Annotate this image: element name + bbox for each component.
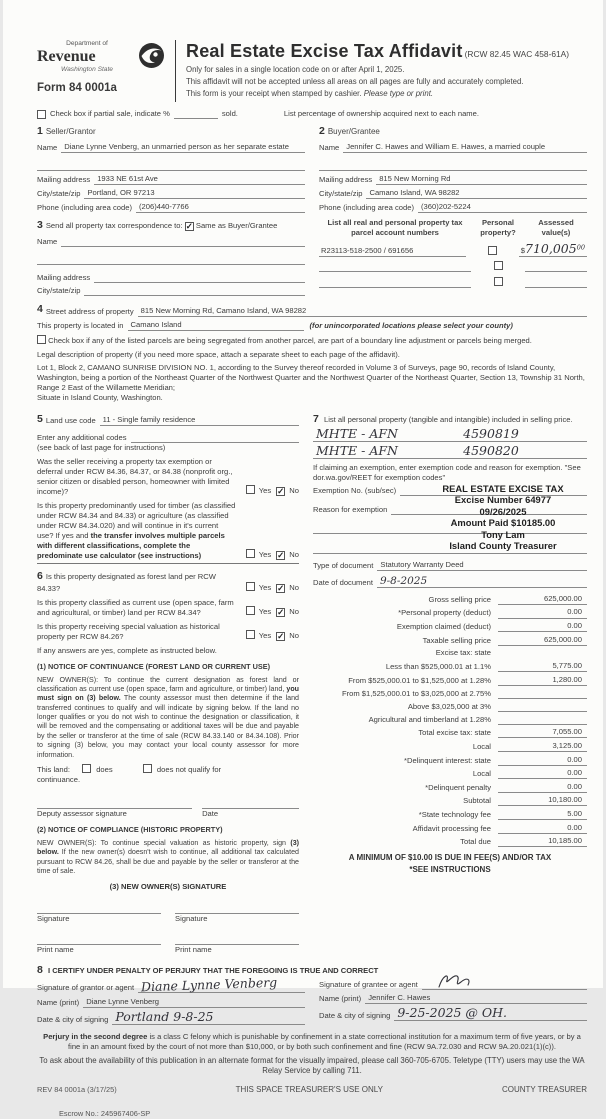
seller-name-value: Diane Lynne Venberg, an unmarried person as her separate estate — [61, 142, 305, 153]
accessibility-notice: To ask about the availability of this publication in an alternate format for the visually impaired, please call 360-705-6705. Teletype (TTY) users may use the WA Relay Service by calling 711. — [39, 1055, 585, 1076]
q1-yes-checkbox — [246, 485, 255, 494]
notice2-title: (2) NOTICE OF COMPLIANCE (HISTORIC PROPERTY) — [37, 825, 223, 835]
footer-row — [37, 1085, 587, 1096]
tier3-tax-value — [498, 688, 587, 699]
seller-city-value: Portland, OR 97213 — [84, 188, 305, 199]
section1-number: 1 — [37, 125, 43, 138]
tier2-tax-value: 1,280.00 — [498, 675, 587, 686]
minimum-due-note: A MINIMUM OF $10.00 IS DUE IN FEE(S) AND/OR TAX — [348, 853, 552, 863]
print-name-label-1: Print name — [37, 944, 74, 954]
land-does-not-checkbox — [143, 764, 152, 773]
new-owner-signature-field-1 — [37, 904, 161, 915]
form-title: Real Estate Excise Tax Affidavit — [186, 41, 463, 61]
parcel-number-field-2 — [319, 262, 471, 273]
exemption-and-stamp: Exemption No. (sub/sec) Reason for exemption REAL ESTATE EXCISE TAX Excise Number 64977 09/26/2025 Amount Paid $10185.00 Tony Lam Island County Treasurer — [313, 486, 587, 554]
buyer-name-line2 — [319, 160, 587, 171]
property-street-value: 815 New Morning Rd, Camano Island, WA 98282 — [138, 306, 587, 317]
buyer-city-value: Camano Island, WA 98282 — [366, 188, 587, 199]
unincorporated-note: (for unincorporated locations please select your county) — [309, 321, 513, 331]
personal-property-section: 7 List all personal property (tangible and intangible) included in selling price. MHTE - AFN 4590819 MHTE - AFN 4590820 If claiming an exemption, enter exemption code and reason for exemption. "See dor.wa.gov/REET for exemption codes" Exemption No. (sub/sec) Reason for exemption REAL ESTATE EXCISE TAX Excise Number 64977 09/26/2025 Amount Paid $10185.00 Tony Lam Island County Treasurer Type of document Statutory Warranty Deed Date of document 9-8-2025 Gross selling price 625,000.00 *Personal property (deduct) 0.00 Exemption claimed (deduct) 0.00 Taxable selling price 625,000.00 Excise tax: state Less than $525,000.01 at 1.1% 5,775.00 From $525,000.01 to $1,525,000 at 1.28% 1,280.00 From $1,525,000.01 to $3,025,000 at 2.75% Above $3,025,000 at 3% Agricultural and timberland at 1.28% Total excise tax: state 7,055.00 Local 3,125.00 *Delinquent interest: state 0.00 Local 0.00 *Delinquent penalty 0.00 Subtotal 10,180.00 *State technology fee 5.00 Affidavit processing fee 0.00 Total due 10,185.00 A MINIMUM OF $10.00 IS DUE IN FEE(S) AND/OR TAX *SEE INSTRUCTIONS — [313, 413, 587, 955]
grantor-signature: Diane Lynne Venberg — [138, 979, 305, 993]
q3-no-checkbox: ✓ — [277, 582, 285, 593]
deputy-assessor-label: Deputy assessor signature — [37, 809, 127, 819]
notice1-title: (1) NOTICE OF CONTINUANCE (FOREST LAND OR CURRENT USE) — [37, 662, 271, 672]
see-instructions-note: *SEE INSTRUCTIONS — [409, 864, 491, 874]
grantor-printed-name: Diane Lynne Venberg — [83, 997, 305, 1008]
stamp-line-2: Excise Number 64977 — [454, 494, 552, 506]
question-exemption-deferral: Was the seller receiving a property tax exemption or deferral under RCW 84.36, 84.37, or 84.38 (nonprofit org., senior citizen or disabled person, homeowner with limited income)? Yes ✓ No — [37, 456, 299, 496]
agency-name: Revenue — [37, 47, 96, 65]
legal-description-situate: Situate in Island County, Washington. — [37, 392, 163, 402]
notice2-text: NEW OWNER(S): To continue special valuation as historic property, sign (3) below. If the new owner(s) doesn't wish to continue, all additional tax calculated pursuant to RCW 84.26, shall be due and payable by the seller or transferor at the time of sale. — [37, 839, 299, 876]
print-name-label-2: Print name — [175, 944, 212, 954]
header-note-2: This affidavit will not be accepted unless all areas on all pages are fully and accurately completed. — [186, 77, 524, 87]
document-type-value: Statutory Warranty Deed — [377, 560, 587, 571]
continuance-label: continuance. — [37, 774, 81, 784]
q5-no-checkbox: ✓ — [277, 631, 285, 642]
agency-dept-label: Department of — [66, 40, 108, 47]
total-due-value: 10,185.00 — [498, 836, 587, 847]
question-timber-agriculture: Is this property predominantly used for timber (as classified under RCW 84.34 and 84.33) or agriculture (as classified under RCW 84.34.020) and will continue in it's current use? If yes and the transfer involves multiple parcels with different classifications, complete the predominate use calculator (see instructions) Yes ✓ No — [37, 501, 299, 564]
correspondence-mailing-field — [94, 272, 305, 283]
parcel-row-1 — [319, 240, 587, 257]
treasurer-stamp — [399, 483, 606, 552]
perjury-notice: Perjury in the second degree is a class C felony which is punishable by confinement in a state correctional institution for a maximum term of five years, or by a fine in an amount fixed by the court of not more than $10,000, or by both such confinement and fine (RCW 9A.72.030 and RCW 9A.20.021(1)(c)). — [43, 1031, 581, 1051]
header-note-1: Only for sales in a single location code on or after April 1, 2025. — [186, 65, 405, 75]
ownership-percentage-note: List percentage of ownership acquired next to each name. — [283, 109, 479, 118]
parcel-table-header — [319, 218, 587, 238]
grantor-date-city: Portland 9-8-25 — [112, 1011, 305, 1025]
deputy-assessor-signature-field — [37, 799, 192, 810]
affidavit-processing-fee-value: 0.00 — [498, 823, 587, 834]
agency-state-label: Washington State — [61, 65, 113, 73]
correspondence-name-field — [61, 236, 305, 247]
taxable-selling-price-value: 625,000.00 — [498, 635, 587, 646]
land-use-section: 5 Land use code 11 - Single family residence Enter any additional codes (see back of last page for instructions) Was the seller receiving a property tax exemption or deferral under RCW 84.36, 84.37, or 84.38 (nonprofit org., senior citizen or disabled person, homeowner with limited income)? Yes ✓ No Is this property predominantly used for timber (as classified under RCW 84.34 and 84.33) or agriculture (as classified under RCW 84.34.020) and will continue in it's current use? If yes and the transfer involves multiple parcels with different classifications, complete the predominate use calculator (see instructions) Yes ✓ No 6 Is this property designated as forest land per RCW 84.33? Yes ✓ No Is this property classified as current use (open space, farm and agricultural, or timber) land per RCW 84.34? Yes ✓ No Is this property receiving special valuation as historical property per RCW 84.26? Yes ✓ No If any answers are yes, complete as instructed below. (1) NOTICE OF CONTINUANCE (FOREST LAND OR CURRENT USE) NEW OWNER(S): To continue the current designation as forest land or classification as current use (open space, farm and agriculture, or timber) land, you must sign on (3) below. The county assessor must then determine if the land transferred continues to qualify and will indicate by signing below. If the land no longer qualifies or you do not wish to continue the designation or classification, it will be removed and the compensating or additional taxes will be due and payable by the seller or transferor at the time of sale (RCW 84.33.140 or 84.34.108). Prior to signing (3) below, you may contact your local county assessor for more information. This land: does does not qualify for continuance. Deputy assessor signature Date (2) NOTICE OF COMPLIANCE (HISTORIC PROPERTY) NEW OWNER(S): To continue special valuation as historic property, sign (3) below. If the new owner(s) doesn't wish to continue, all additional tax calculated pursuant to RCW 84.26, shall be due and payable by the seller or transferor at the time of sale. (3) NEW OWNER(S) SIGNATURE Signature Signature Print name Print name — [37, 412, 299, 954]
segregated-checkbox — [37, 335, 46, 344]
section8-number: 8 — [37, 963, 43, 976]
agency-block — [37, 40, 165, 102]
partial-sale-sold-label: sold. — [221, 109, 238, 118]
new-owner-signature-title: (3) NEW OWNER(S) SIGNATURE — [109, 881, 227, 891]
same-as-buyer-checkbox: ✓ — [185, 221, 193, 232]
assessed-value-handwritten: 710,005 — [525, 240, 577, 256]
stamp-line-4: Amount Paid $10185.00 — [450, 517, 556, 529]
seller-mailing-value: 1933 NE 61st Ave — [94, 174, 305, 185]
parcel-col-header: List all real and personal property tax parcel account numbers — [327, 218, 463, 238]
new-owner-print-field-2 — [175, 934, 299, 945]
q5-yes-checkbox — [246, 630, 255, 639]
parcel-row-3 — [319, 277, 587, 288]
grantee-signature — [422, 979, 587, 990]
partial-sale-checkbox — [37, 110, 46, 119]
delinquent-interest-state-value: 0.00 — [498, 755, 587, 766]
tier1-tax-value: 5,775.00 — [498, 661, 587, 672]
assessed-value-1: $710,005$^{00}$ — [520, 240, 585, 256]
land-qualify-row: This land: does does not qualify for — [37, 764, 222, 774]
grantee-signature-scribble — [435, 973, 475, 989]
section4-number: 4 — [37, 303, 43, 316]
q2-no-checkbox: ✓ — [277, 550, 285, 561]
stamp-line-3: 09/26/2025 — [479, 505, 527, 517]
seller-section: 1 Seller/Grantor Name Diane Lynne Venberg, an unmarried person as her separate estate Mailing address 1933 NE 61st Ave City/state/zip Portland, OR 97213 Phone (including area code) (206)440-7766 3 Send all property tax correspondence to: ✓ Same as Buyer/Grantee Name Mailing address City/state/zip — [37, 125, 305, 296]
header-note-3: This form is your receipt when stamped by cashier. Please type or print. — [186, 88, 434, 98]
subtotal-value: 10,180.00 — [498, 795, 587, 806]
gross-selling-price-value: 625,000.00 — [498, 594, 587, 605]
section8-certification: 8 I CERTIFY UNDER PENALTY OF PERJURY THAT THE FOREGOING IS TRUE AND CORRECT Signature of grantor or agent Diane Lynne Venberg Name (print) Diane Lynne Venberg Date & city of signing Portland 9-8-25 Signature of grantee or agent Name (print) Jennifer C. Hawes Date & city of signing 9-25-2025 @ OH. — [37, 964, 587, 1025]
buyer-phone-value: (360)202-5224 — [418, 202, 587, 213]
personal-property-deduct-value: 0.00 — [498, 607, 587, 618]
rev-number: REV 84 0001a (3/17/25) — [37, 1085, 117, 1095]
parcel3-personal-checkbox — [494, 277, 503, 286]
personal-property-col-header: Personal property? — [480, 218, 516, 238]
q1-no-checkbox: ✓ — [277, 486, 285, 496]
buyer-name-value: Jennifer C. Hawes and William E. Hawes, a married couple — [343, 142, 587, 153]
parcel-number-field-3 — [319, 277, 471, 288]
same-as-buyer-label: Same as Buyer/Grantee — [195, 221, 278, 231]
stamp-line-5: Tony Lam — [481, 528, 525, 540]
seller-name-line2 — [37, 160, 305, 171]
buyer-mailing-value: 815 New Morning Rd — [376, 174, 587, 185]
type-or-print-note: Please type or print. — [363, 88, 434, 98]
exemption-note: If claiming an exemption, enter exemption code and reason for exemption. "See dor.wa.gov/REET for exemption codes" — [313, 462, 581, 482]
section2-number: 2 — [319, 125, 325, 138]
section2-title: Buyer/Grantee — [327, 127, 380, 137]
tier4-tax-value — [498, 701, 587, 712]
county-treasurer-label: COUNTY TREASURER — [501, 1085, 587, 1095]
question-current-use: Is this property classified as current use (open space, farm and agricultural, or timber) land per RCW 84.34? Yes ✓ No — [37, 597, 299, 617]
state-technology-fee-value: 5.00 — [498, 809, 587, 820]
grantee-date-city: 9-25-2025 @ OH. — [394, 1007, 587, 1021]
personal-property-line-1: MHTE - AFN 4590819 — [313, 428, 587, 442]
question-historical: Is this property receiving special valuation as historical property per RCW 84.26? Yes ✓ No — [37, 622, 299, 642]
partial-sale-percent-field — [174, 110, 218, 119]
segregated-label: Check box if any of the listed parcels are being segregated from another parcel, are part of a boundary line adjustment or parcels being merged. — [48, 336, 532, 346]
grantee-printed-name: Jennifer C. Hawes — [365, 993, 587, 1004]
buyer-section: 2 Buyer/Grantee Name Jennifer C. Hawes and William E. Hawes, a married couple Mailing address 815 New Morning Rd City/state/zip Camano Island, WA 98282 Phone (including area code) (360)202-5224 List all real and personal property tax parcel account numbers Personal property? Assessed value(s) R23113-518-2500 / 691656 $710,005$^{00}$ — [319, 125, 587, 296]
exemption-claimed-value: 0.00 — [498, 621, 587, 632]
legal-description-text: Lot 1, Block 2, CAMANO SUNRISE DIVISION NO. 1, according to the Survey thereof recorded in Volume 3 of Surveys, page 90, records of Island County, Washington, being a portion of the Northeast Quarter of the Northwest Quarter and the Northwest Quarter of the Northeast Quarter, Section 13, Township 31 North, Range 2 East of the Willamette Meridian; — [37, 362, 585, 392]
section1-title: Seller/Grantor — [45, 127, 96, 137]
correspondence-name-line2 — [37, 255, 305, 266]
land-use-code-value: 11 - Single family residence — [100, 415, 299, 426]
section7-intro: List all personal property (tangible and intangible) included in selling price. — [323, 414, 573, 424]
reet-affidavit-form — [3, 0, 603, 1118]
local-tax-value: 3,125.00 — [498, 741, 587, 752]
revenue-logo-icon — [138, 42, 165, 69]
legal-description-label: Legal description of property (if you need more space, attach a separate sheet to each page of the affidavit). — [37, 349, 400, 359]
any-yes-note: If any answers are yes, complete as instructed below. — [37, 646, 217, 656]
document-date-value: 9-8-2025 — [377, 576, 587, 588]
parcel-number-value: R23113-518-2500 / 691656 — [319, 246, 466, 257]
section3: 3 Send all property tax correspondence to: ✓ Same as Buyer/Grantee — [37, 219, 278, 232]
delinquent-penalty-value: 0.00 — [498, 782, 587, 793]
question-forest-land: 6 Is this property designated as forest land per RCW 84.33? Yes ✓ No — [37, 570, 299, 593]
parcel-row-2 — [319, 261, 587, 272]
total-excise-state-value: 7,055.00 — [498, 727, 587, 738]
property-location-value: Camano Island — [128, 320, 304, 331]
delinquent-interest-local-value: 0.00 — [498, 768, 587, 779]
form-header — [37, 40, 587, 102]
excise-tax-state-header — [498, 649, 587, 659]
personal-property-line-2: MHTE - AFN 4590820 — [313, 445, 587, 459]
q3-yes-checkbox — [246, 582, 255, 591]
new-owner-print-field-1 — [37, 934, 161, 945]
partial-sale-row — [37, 109, 587, 119]
section4: 4 Street address of property 815 New Morning Rd, Camano Island, WA 98282 This property is located in Camano Island (for unincorporated locations please select your county) Check box if any of the listed parcels are being segregated from another parcel, are part of a boundary line adjustment or parcels being merged. Legal description of property (if you need more space, attach a separate sheet to each page of the affidavit). Lot 1, Block 2, CAMANO SUNRISE DIVISION NO. 1, according to the Survey thereof recorded in Volume 3 of Surveys, page 90, records of Island County, Washington, being a portion of the Northeast Quarter of the Northwest Quarter and the Northwest Quarter of the Northeast Quarter, Section 13, Township 31 North, Range 2 East of the Willamette Meridian; Situate in Island County, Washington. — [37, 303, 587, 402]
deputy-date-field — [202, 799, 299, 810]
correspondence-city-field — [84, 286, 305, 297]
form-title-rcw: (RCW 82.45 WAC 458-61A) — [464, 49, 570, 59]
q4-yes-checkbox — [246, 606, 255, 615]
partial-sale-label: Check box if partial sale, indicate % — [50, 109, 170, 118]
parcel2-personal-checkbox — [494, 261, 503, 270]
escrow-number: Escrow No.: 245967406-SP — [59, 1109, 151, 1118]
assessed-value-field-3 — [525, 277, 587, 288]
new-owner-signature-field-2 — [175, 904, 299, 915]
signature-label-1: Signature — [37, 914, 70, 924]
additional-codes-field — [131, 432, 300, 443]
certify-statement: I CERTIFY UNDER PENALTY OF PERJURY THAT THE FOREGOING IS TRUE AND CORRECT — [47, 965, 379, 975]
section7-number: 7 — [313, 412, 319, 425]
stamp-line-6: Island County Treasurer — [449, 540, 557, 552]
assessed-value-col-header: Assessed value(s) — [538, 218, 574, 238]
header-divider — [175, 40, 176, 102]
excise-tax-table: Gross selling price 625,000.00 *Personal property (deduct) 0.00 Exemption claimed (deduct) 0.00 Taxable selling price 625,000.00 Excise tax: state Less than $525,000.01 at 1.1% 5,775.00 From $525,000.01 to $1,525,000 at 1.28% 1,280.00 From $1,525,000.01 to $3,025,000 at 2.75% Above $3,025,000 at 3% Agricultural and timberland at 1.28% Total excise tax: state 7,055.00 Local 3,125.00 *Delinquent interest: state 0.00 Local 0.00 *Delinquent penalty 0.00 Subtotal 10,180.00 *State technology fee 5.00 Affidavit processing fee 0.00 Total due 10,185.00 — [313, 594, 587, 847]
agricultural-tax-value — [498, 714, 587, 725]
deputy-date-label: Date — [202, 809, 219, 819]
seller-phone-value: (206)440-7766 — [136, 202, 305, 213]
form-number: Form 84 0001a — [37, 82, 117, 95]
signature-label-2: Signature — [175, 914, 208, 924]
section6-number: 6 — [37, 570, 43, 583]
land-does-checkbox — [82, 764, 91, 773]
treasurer-space-label: THIS SPACE TREASURER'S USE ONLY — [235, 1085, 383, 1095]
section5-number: 5 — [37, 412, 43, 425]
assessed-value-field-2 — [525, 262, 587, 273]
stamp-line-1: REAL ESTATE EXCISE TAX — [442, 482, 564, 494]
notice1-text: NEW OWNER(S): To continue the current designation as forest land or classification as current use (open space, farm and agriculture, or timber) land, you must sign on (3) below. The county assessor must then determine if the land transferred continues to qualify and will indicate by signing below. If the land no longer qualifies or you do not wish to continue the designation or classification, it will be removed and the compensating or additional taxes will be due and payable by the seller or transferor at the time of sale (RCW 84.33.140 or 84.34.108). Prior to signing (3) below, you may contact your local county assessor for more information. — [37, 675, 299, 759]
q4-no-checkbox: ✓ — [277, 607, 285, 617]
parcel1-personal-checkbox — [488, 246, 497, 255]
codes-note: (see back of last page for instructions) — [37, 442, 166, 452]
section3-number: 3 — [37, 219, 43, 232]
q2-yes-checkbox — [246, 549, 255, 558]
